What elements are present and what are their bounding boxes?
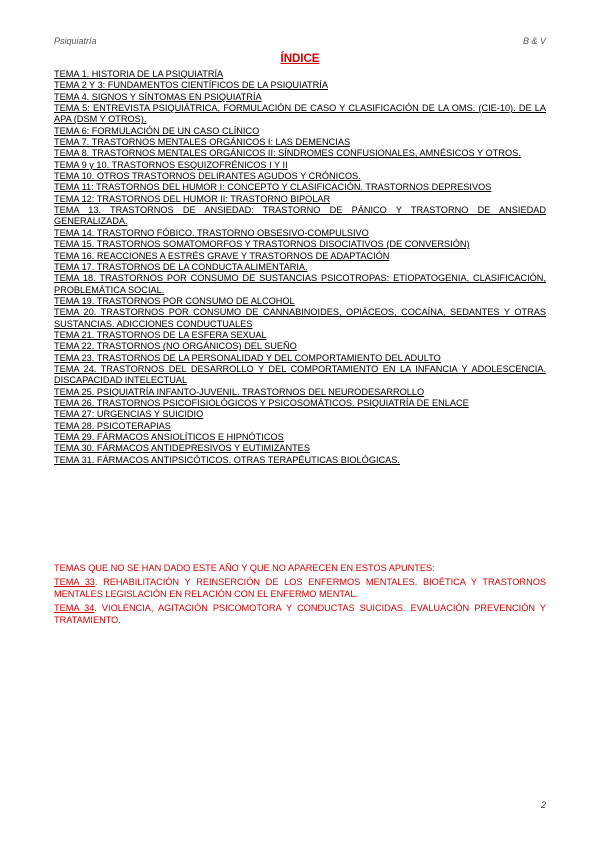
toc-entry — [54, 273, 546, 296]
missing-topic-link[interactable]: TEMA 33 — [54, 576, 95, 587]
toc-entry — [54, 330, 546, 341]
page-title: ÍNDICE — [280, 53, 320, 65]
toc-entry-link[interactable]: TEMA 30. FÁRMACOS ANTIDEPRESIVOS Y EUTIMIZANTES — [54, 443, 310, 454]
toc-entry-link[interactable]: TEMA 12: TRASTORNOS DEL HUMOR II: TRASTORNO BIPOLAR — [54, 193, 331, 204]
toc-entry — [54, 148, 546, 159]
toc-entry — [54, 307, 546, 330]
toc-entry-link[interactable]: TEMA 15. TRASTORNOS SOMATOMORFOS Y TRASTORNOS DISOCIATIVOS (DE CONVERSIÓN) — [54, 239, 470, 250]
toc-entry-link[interactable]: TEMA 9 y 10. TRASTORNOS ESQUIZOFRÉNICOS I Y II — [54, 159, 288, 170]
toc-entry — [54, 364, 546, 387]
page-header — [54, 36, 546, 48]
toc-entry — [54, 80, 546, 91]
toc-entry — [54, 262, 546, 273]
toc-entry — [54, 103, 546, 126]
toc-entry — [54, 92, 546, 103]
toc-entry — [54, 126, 546, 137]
table-of-contents — [54, 69, 546, 466]
toc-entry-link[interactable]: TEMA 13. TRASTORNOS DE ANSIEDAD: TRASTORNO DE PÁNICO Y TRASTORNO DE ANSIEDAD GENERALIZADA. — [54, 205, 546, 227]
toc-entry — [54, 353, 546, 364]
header-authors: B & V — [522, 36, 546, 46]
header-subject: Psiquiatría — [54, 36, 97, 46]
toc-entry-link[interactable]: TEMA 1. HISTORIA DE LA PSIQUIATRÍA — [54, 69, 224, 79]
toc-entry — [54, 251, 546, 262]
toc-entry-link[interactable]: TEMA 27: URGENCIAS Y SUICIDIO — [54, 409, 204, 420]
toc-entry — [54, 455, 546, 466]
toc-entry-link[interactable]: TEMA 16. REACCIONES A ESTRÉS GRAVE Y TRASTORNOS DE ADAPTACIÓN — [54, 250, 390, 261]
toc-entry-link[interactable]: TEMA 31. FÁRMACOS ANTIPSICÓTICOS. OTRAS TERAPÉUTICAS BIOLÓGICAS. — [54, 454, 400, 465]
toc-entry — [54, 137, 546, 148]
toc-entry — [54, 228, 546, 239]
toc-entry — [54, 296, 546, 307]
toc-entry — [54, 69, 546, 80]
toc-entry — [54, 387, 546, 398]
toc-entry-link[interactable]: TEMA 23. TRASTORNOS DE LA PERSONALIDAD Y DEL COMPORTAMIENTO DEL ADULTO — [54, 352, 441, 363]
toc-entry-link[interactable]: TEMA 24. TRASTORNOS DEL DESARROLLO Y DEL COMPORTAMIENTO EN LA INFANCIA Y ADOLESCENCIA. DISCAPACIDAD INTELECTUAL — [54, 363, 546, 386]
toc-entry — [54, 194, 546, 205]
toc-entry-link[interactable]: TEMA 6: FORMULACIÓN DE UN CASO CLÍNICO — [54, 125, 260, 136]
missing-topic-item — [54, 602, 546, 627]
toc-entry — [54, 341, 546, 352]
toc-entry — [54, 421, 546, 432]
toc-entry — [54, 171, 546, 182]
toc-entry — [54, 398, 546, 409]
toc-entry-link[interactable]: TEMA 11: TRASTORNOS DEL HUMOR I: CONCEPTO Y CLASIFICACIÓN. TRASTORNOS DEPRESIVOS — [54, 182, 492, 193]
toc-entry — [54, 160, 546, 171]
toc-entry-link[interactable]: TEMA 14. TRASTORNO FÓBICO. TRASTORNO OBSESIVO-COMPULSIVO — [54, 227, 369, 238]
toc-entry-link[interactable]: TEMA 21. TRASTORNOS DE LA ESFERA SEXUAL — [54, 329, 267, 340]
toc-entry-link[interactable]: TEMA 26. TRASTORNOS PSICOFISIOLÓGICOS Y PSICOSOMÁTICOS. PSIQUIATRÍA DE ENLACE — [54, 397, 469, 408]
toc-entry-link[interactable]: TEMA 8. TRASTORNOS MENTALES ORGÁNICOS II: SÍNDROMES CONFUSIONALES, AMNÉSICOS Y OTROS. — [54, 148, 521, 159]
toc-entry-link[interactable]: TEMA 28. PSICOTERAPIAS — [54, 420, 171, 431]
page-number: 2 — [540, 800, 546, 810]
toc-entry-link[interactable]: TEMA 25. PSIQUIATRÍA INFANTO-JUVENIL. TRASTORNOS DEL NEURODESARROLLO — [54, 386, 425, 397]
missing-topic-link[interactable]: TEMA 34 — [54, 602, 95, 613]
toc-entry-link[interactable]: TEMA 20. TRASTORNOS POR CONSUMO DE CANNABINOIDES, OPIÁCEOS, COCAÍNA, SEDANTES Y OTRAS SUSTANCIAS. ADICCIONES CONDUCTUALES — [54, 307, 546, 329]
missing-topics-section — [54, 562, 546, 627]
toc-entry-link[interactable]: TEMA 7. TRASTORNOS MENTALES ORGÁNICOS I: LAS DEMENCIAS — [54, 137, 351, 148]
toc-entry-link[interactable]: TEMA 29. FÁRMACOS ANSIOLÍTICOS E HIPNÓTICOS — [54, 432, 284, 442]
missing-topic-text: . REHABILITACIÓN Y REINSERCIÓN DE LOS ENFERMOS MENTALES. BIOÉTICA Y TRASTORNOS MENTALES LEGISLACIÓN EN RELACIÓN CON EL ENFERMO MENTAL. — [54, 576, 546, 600]
toc-entry-link[interactable]: TEMA 5: ENTREVISTA PSIQUIÁTRICA, FORMULACIÓN DE CASO Y CLASIFICACIÓN DE LA OMS. (CIE-10). DE LA APA (DSM Y OTROS). — [54, 103, 546, 125]
toc-entry — [54, 443, 546, 454]
toc-entry-link[interactable]: TEMA 2 Y 3: FUNDAMENTOS CIENTÍFICOS DE LA PSIQUIATRÍA — [54, 80, 328, 91]
toc-entry — [54, 205, 546, 228]
toc-entry-link[interactable]: TEMA 19. TRASTORNOS POR CONSUMO DE ALCOHOL — [54, 295, 295, 306]
missing-topic-text: . VIOLENCIA, AGITACIÓN PSICOMOTORA Y CONDUCTAS SUICIDAS. EVALUACIÓN PREVENCIÓN Y TRATAMIENTO. — [54, 602, 546, 626]
toc-entry-link[interactable]: TEMA 10. OTROS TRASTORNOS DELIRANTES AGUDOS Y CRÓNICOS. — [54, 171, 361, 182]
missing-topic-item — [54, 576, 546, 601]
missing-topics-heading: TEMAS QUE NO SE HAN DADO ESTE AÑO Y QUE NO APARECEN EN ESTOS APUNTES: — [54, 563, 435, 573]
toc-entry-link[interactable]: TEMA 22. TRASTORNOS (NO ORGÁNICOS) DEL SUEÑO — [54, 341, 297, 352]
toc-entry-link[interactable]: TEMA 17. TRASTORNOS DE LA CONDUCTA ALIMENTARIA. — [54, 261, 308, 272]
toc-entry-link[interactable]: TEMA 4. SIGNOS Y SÍNTOMAS EN PSIQUIATRÍA — [54, 91, 262, 102]
toc-entry — [54, 432, 546, 443]
toc-entry — [54, 239, 546, 250]
toc-entry-link[interactable]: TEMA 18. TRASTORNOS POR CONSUMO DE SUSTANCIAS PSICOTROPAS: ETIOPATOGENIA, CLASIFICACIÓN, PROBLEMÁTICA SOCIAL. — [54, 273, 546, 295]
toc-entry — [54, 409, 546, 420]
toc-entry — [54, 182, 546, 193]
